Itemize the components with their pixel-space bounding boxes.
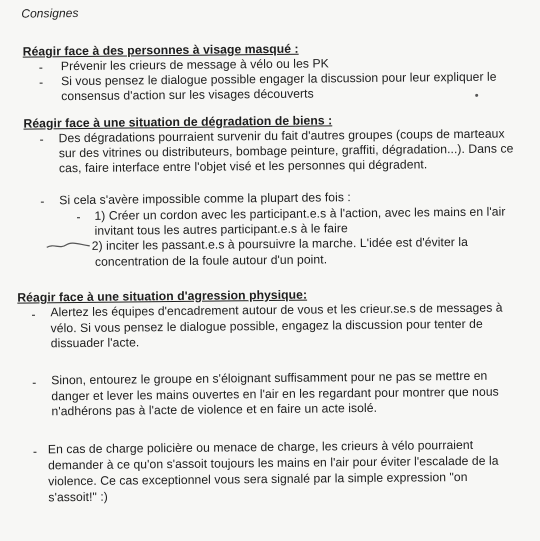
section-heading-masked-faces: Réagir face à des personnes à visage masqué : — [22, 41, 299, 59]
list-item-text: dissuader l'acte. — [50, 335, 140, 351]
sub-item-text: 1) Créer un cordon avec les participant.e.s à l'action, avec les mains en l'air — [94, 204, 506, 223]
paper-speck — [475, 94, 478, 97]
list-item-text: Des dégradations pourraient survenir du fait d'autres groupes (coups de marteaux — [58, 126, 505, 146]
section-heading-physical-aggression: Réagir face à une situation d'agression physique: — [17, 287, 308, 305]
list-item-text: demander à ce qu'on s'assoit toujours les mains en l'air pour éviter l'escalade de la — [47, 453, 499, 473]
bullet-dash: - — [32, 444, 38, 459]
list-item-text: Sinon, entourez le groupe en s'éloignant suffisamment pour ne pas se mettre en — [51, 368, 488, 388]
bullet-dash: - — [76, 209, 81, 225]
document-title: Consignes — [21, 5, 79, 21]
bullet-dash: - — [39, 132, 44, 147]
sub-item-text: concentration de la foule autour d'un point. — [94, 252, 328, 269]
sub-item-text: 2) inciter les passant.e.s à poursuivre la marche. L'idée est d'éviter la — [91, 234, 468, 253]
bullet-dash: - — [40, 194, 45, 209]
list-item-text: Si vous pensez le dialogue possible engager la discussion pour leur expliquer le — [60, 69, 497, 89]
list-item-text: cas, faire interface entre l'objet visé et les personnes qui dégradent. — [58, 157, 428, 176]
section-heading-property-damage: Réagir face à une situation de dégradation de biens : — [23, 113, 333, 131]
list-item-text: s'assoit!" :) — [48, 489, 108, 505]
bullet-dash: - — [32, 375, 37, 390]
handwritten-scribble — [46, 240, 92, 252]
list-item-text: sur des vitrines ou distributeurs, bombage peinture, graffiti, dégradation...). Dans ce — [58, 141, 514, 161]
sub-item-text: invitant tous les autres participant.e.s à le faire — [94, 221, 348, 238]
list-item-text: n'adhérons pas à l'acte de violence et en faire un acte isolé. — [51, 400, 378, 419]
list-item-text: violence. Ce cas exceptionnel vous sera signalé par la simple expression "on — [48, 469, 468, 489]
bullet-dash: - — [38, 60, 44, 75]
list-item-text: vélo. Si vous pensez le dialogue possible, engagez la discussion pour tenter de — [50, 316, 483, 336]
list-item-text: danger et lever les mains ouvertes en l'air en les regardant pour montrer que nous — [51, 384, 499, 404]
list-item-text: En cas de charge policière ou menace de charge, les crieurs à vélo pourraient — [47, 437, 474, 457]
list-item-text: Prévenir les crieurs de message à vélo ou les PK — [60, 56, 329, 74]
list-item-text: Si cela s'avère impossible comme la plupart des fois : — [59, 190, 351, 208]
list-item-text: Alertez les équipes d'encadrement autour de vous et les crieur.se.s de messages à — [50, 300, 503, 320]
list-item-text: consensus d'action sur les visages découverts — [61, 86, 314, 104]
bullet-dash: - — [31, 307, 36, 322]
bullet-dash: - — [38, 75, 44, 90]
